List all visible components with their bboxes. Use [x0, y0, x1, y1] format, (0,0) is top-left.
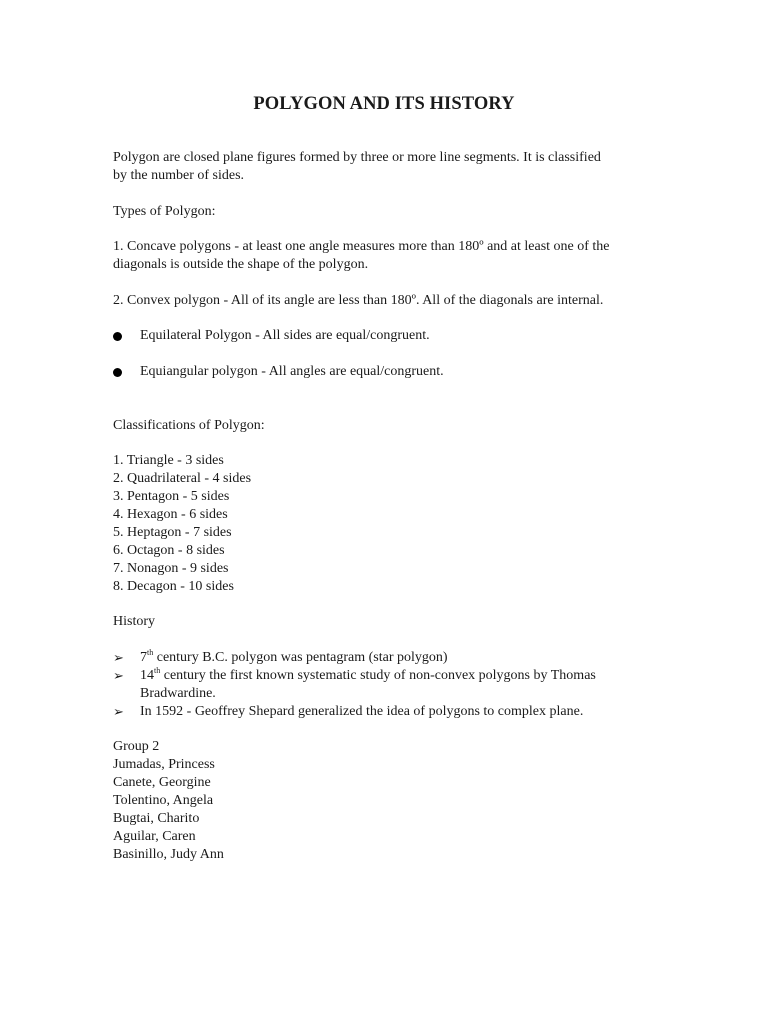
convex-line: 2. Convex polygon - All of its angle are less than 180º. All of the diagonals are internal.	[113, 293, 604, 308]
intro-line-1: Polygon are closed plane figures formed by three or more line segments. It is classified	[113, 150, 601, 165]
arrow-bullet-icon: ➢	[113, 704, 124, 719]
classification-item: 5. Heptagon - 7 sides	[113, 525, 232, 540]
classification-item: 3. Pentagon - 5 sides	[113, 489, 230, 504]
group-member: Canete, Georgine	[113, 775, 211, 790]
group-member: Bugtai, Charito	[113, 811, 200, 826]
bullet-dot-icon	[113, 332, 122, 341]
arrow-bullet-icon: ➢	[113, 668, 124, 683]
classification-item: 6. Octagon - 8 sides	[113, 543, 225, 558]
types-heading: Types of Polygon:	[113, 204, 216, 219]
classification-item: 4. Hexagon - 6 sides	[113, 507, 228, 522]
classification-item: 8. Decagon - 10 sides	[113, 579, 234, 594]
group-member: Jumadas, Princess	[113, 757, 215, 772]
history-text: In 1592 - Geoffrey Shepard generalized the idea of polygons to complex plane.	[140, 704, 584, 719]
classifications-heading: Classifications of Polygon:	[113, 418, 265, 433]
history-text: 7th century B.C. polygon was pentagram (star polygon)	[140, 648, 448, 665]
group-member: Basinillo, Judy Ann	[113, 847, 224, 862]
bullet-dot-icon	[113, 368, 122, 377]
concave-line-1: 1. Concave polygons - at least one angle measures more than 180º and at least one of the	[113, 239, 610, 254]
group-label: Group 2	[113, 739, 160, 754]
history-text-continuation: Bradwardine.	[140, 686, 216, 701]
page-title: POLYGON AND ITS HISTORY	[253, 94, 515, 114]
classification-item: 2. Quadrilateral - 4 sides	[113, 471, 252, 486]
bullet-text: Equilateral Polygon - All sides are equal/congruent.	[140, 328, 430, 343]
classification-item: 7. Nonagon - 9 sides	[113, 561, 229, 576]
group-member: Aguilar, Caren	[113, 829, 196, 844]
arrow-bullet-icon: ➢	[113, 650, 124, 665]
group-member: Tolentino, Angela	[113, 793, 214, 808]
bullet-text: Equiangular polygon - All angles are equal/congruent.	[140, 364, 444, 379]
concave-line-2: diagonals is outside the shape of the polygon.	[113, 257, 369, 272]
classification-item: 1. Triangle - 3 sides	[113, 453, 224, 468]
history-text: 14th century the first known systematic study of non-convex polygons by Thomas	[140, 666, 596, 683]
intro-line-2: by the number of sides.	[113, 168, 245, 183]
history-heading: History	[113, 614, 155, 629]
